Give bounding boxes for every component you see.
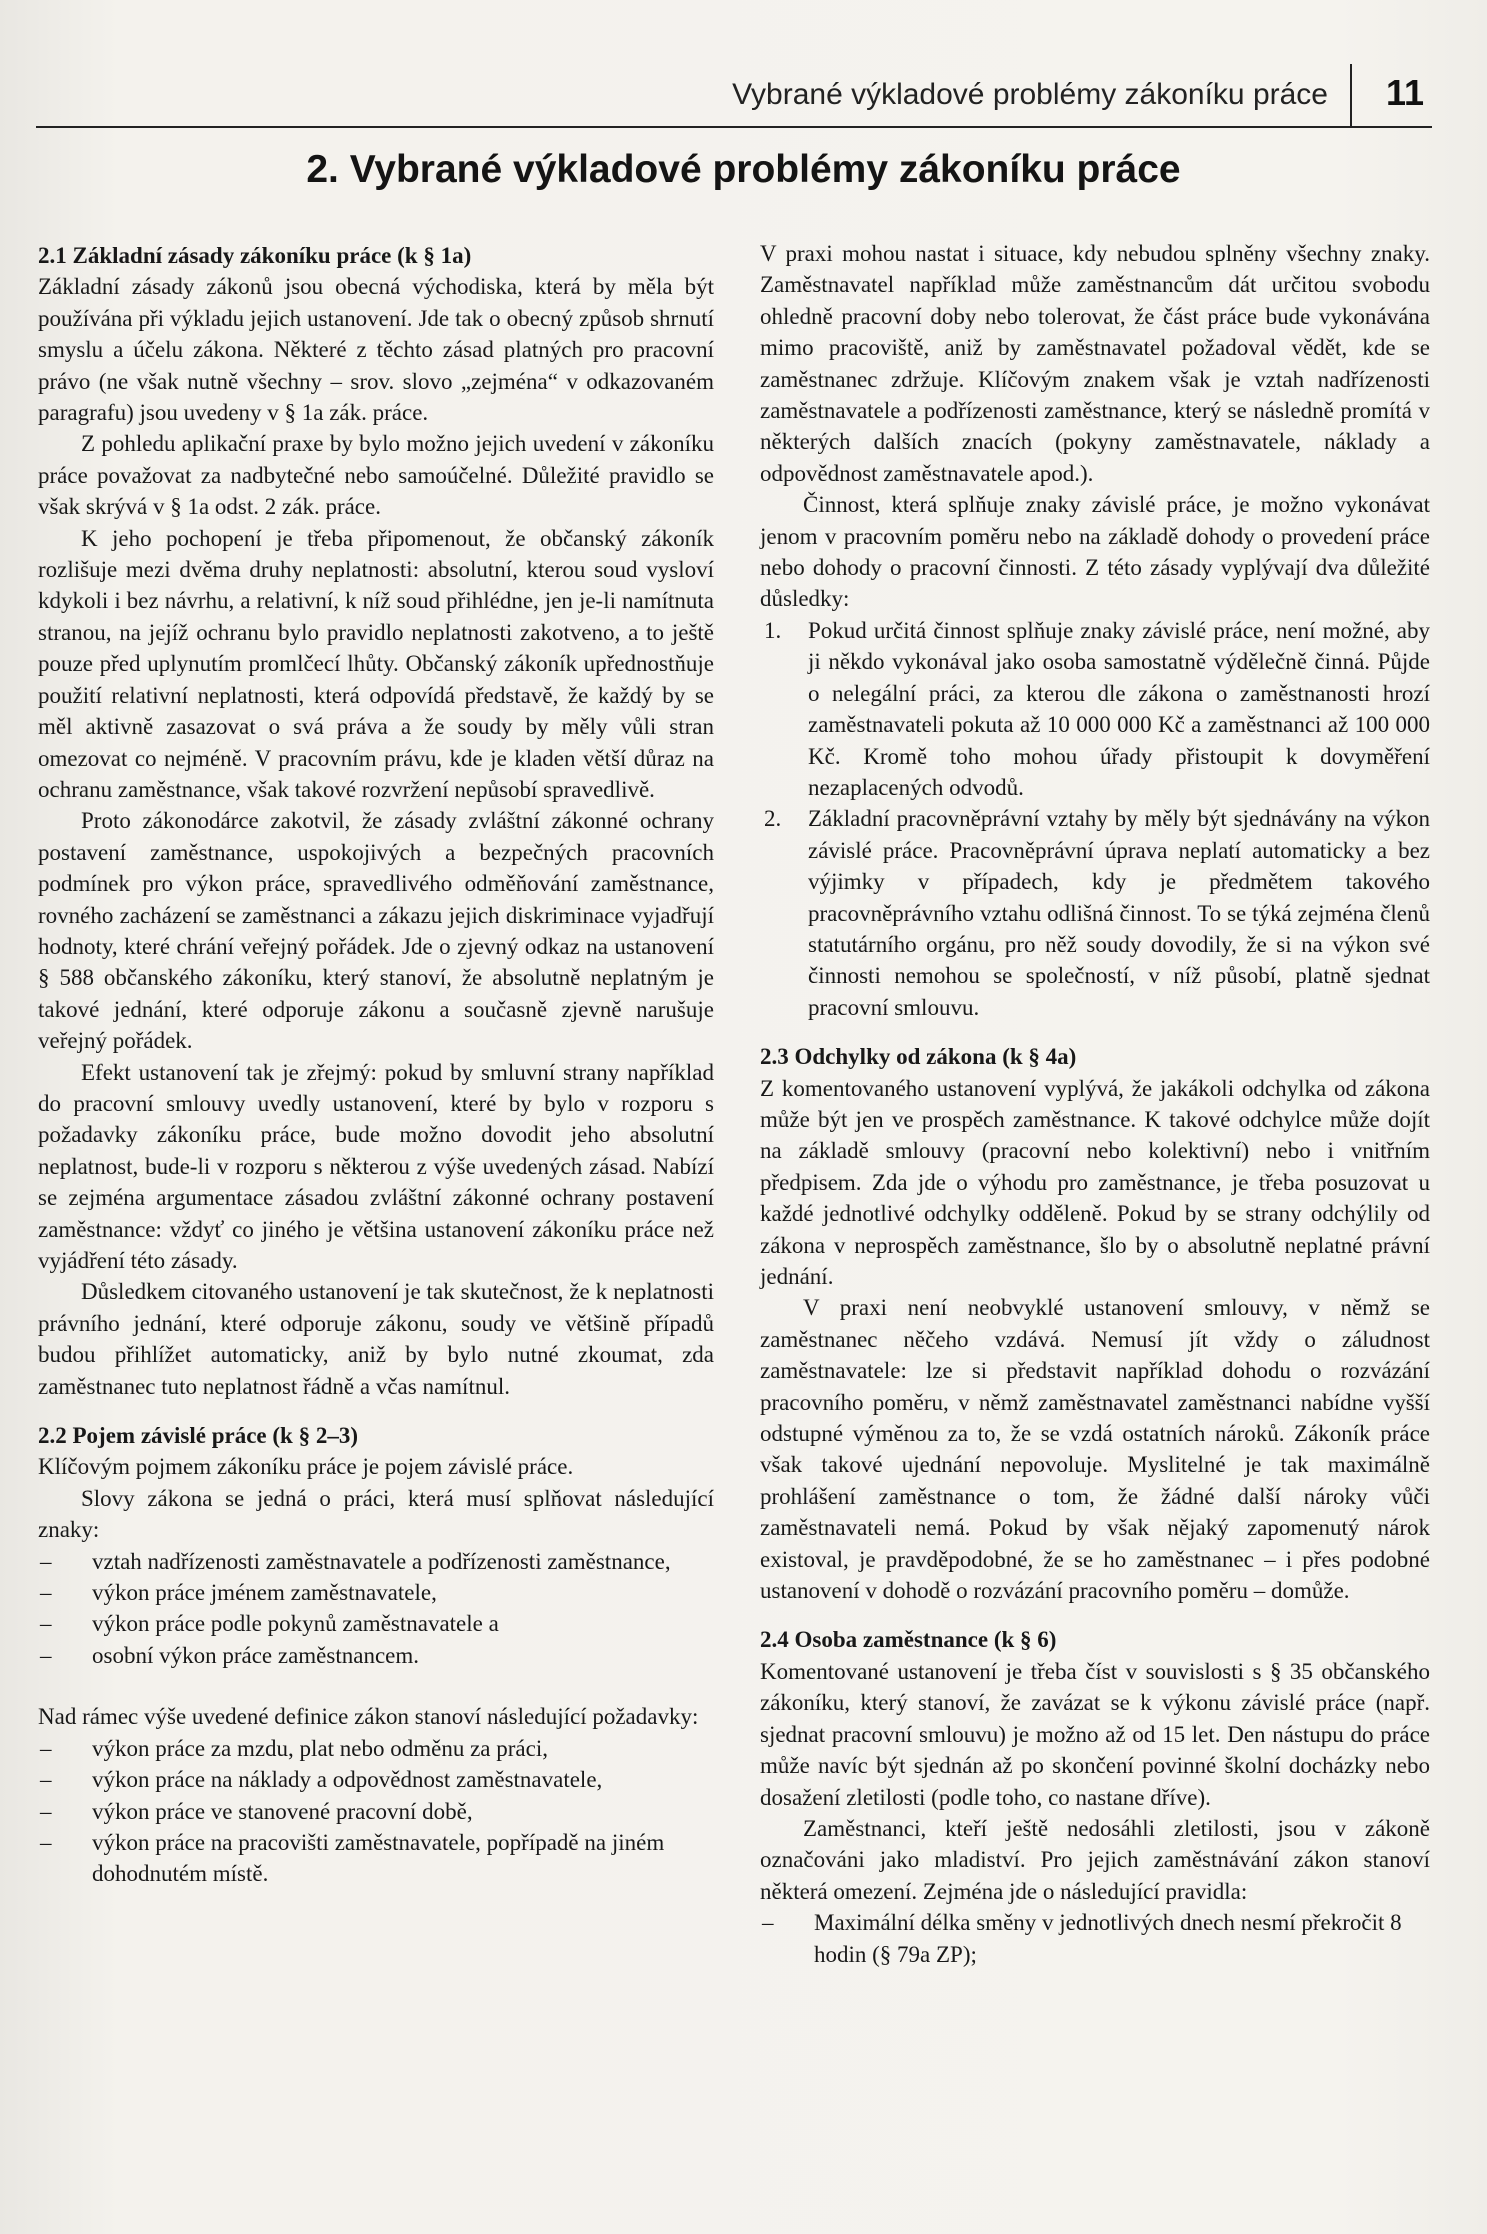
list-item: – výkon práce ve stanovené pracovní době, xyxy=(38,1796,714,1827)
list-number: 2. xyxy=(764,806,782,832)
consequences-list xyxy=(760,615,1430,1023)
paragraph: V praxi mohou nastat i situace, kdy nebudou splněny všechny znaky. Zaměstnavatel například může zaměstnancům dát určitou svobodu ohledně pracovní doby nebo tolerovat, že část práce bude vykonávána mimo pracoviště, aniž by zaměstnavatel požadoval vědět, kde se zaměstnanec zdržuje. Klíčovým znakem však je vztah nadřízenosti zaměstnavatele a podřízenosti zaměstnance, který se následně promítá v některých dalších znacích (pokyny zaměstnavatele, náklady a odpovědnost zaměstnavatele apod.). xyxy=(760,241,1430,486)
list-item-text: Základní pracovněprávní vztahy by měly být sjednávány na výkon závislé práce. Pracovněprávní úprava neplatí automaticky a bez výjimky v případech, kdy je předmětem takového pracovněprávního vztahu odlišná činnost. To se týká zejména členů statutárního orgánu, pro něž soudy dovodily, že si na výkon své činnosti nemohou se společností, v níž působí, platně sjednat pracovní smlouvu. xyxy=(808,806,1430,1020)
paragraph: Činnost, která splňuje znaky závislé práce, je možno vykonávat jenom v pracovním poměru nebo na základě dohody o provedení práce nebo dohody o pracovní činnosti. Z této zásady vyplývají dva důležité důsledky: xyxy=(760,492,1430,612)
list-item xyxy=(760,803,1430,1023)
list-item: – vztah nadřízenosti zaměstnavatele a podřízenosti zaměstnance, xyxy=(38,1546,714,1577)
right-column xyxy=(760,238,1430,1970)
list-item xyxy=(760,615,1430,803)
minor-rules-list xyxy=(760,1907,1430,1970)
list-item: – výkon práce na náklady a odpovědnost zaměstnavatele, xyxy=(38,1764,714,1795)
running-title: Vybrané výkladové problémy zákoníku práce xyxy=(732,78,1328,111)
section-heading-2-2: 2.2 Pojem závislé práce (k § 2–3) xyxy=(38,1423,359,1449)
running-header xyxy=(36,64,1432,128)
list-item: – výkon práce za mzdu, plat nebo odměnu za práci, xyxy=(38,1733,714,1764)
header-separator xyxy=(1350,64,1352,126)
section-heading-2-4: 2.4 Osoba zaměstnance (k § 6) xyxy=(760,1627,1057,1653)
paragraph: Klíčovým pojmem zákoníku práce je pojem závislé práce. xyxy=(38,1454,574,1480)
criteria-list xyxy=(38,1546,714,1672)
left-column xyxy=(38,240,714,1890)
list-item-text: Pokud určitá činnost splňuje znaky závislé práce, není možné, aby ji někdo vykonával jako osoba samostatně výdělečně činná. Půjde o nelegální práci, za kterou dle zákona o zaměstnanosti hrozí zaměstnavateli pokuta až 10 000 000 Kč a zaměstnanci až 100 000 Kč. Kromě toho mohou úřady přistoupit k dovyměření nezaplacených odvodů. xyxy=(808,617,1430,800)
paragraph: Komentované ustanovení je třeba číst v souvislosti s § 35 občanského zákoníku, který stanoví, že zavázat se k výkonu závislé práce (např. sjednat pracovní smlouvu) je možno až od 15 let. Den nástupu do práce může navíc být sjednán až po skončení povinné školní docházky nebo dosažení zletilosti (podle toho, co nastane dříve). xyxy=(760,1658,1430,1810)
chapter-title: 2. Vybrané výkladové problémy zákoníku práce xyxy=(306,148,1181,191)
paragraph: K jeho pochopení je třeba připomenout, že občanský zákoník rozlišuje mezi dvěma druhy neplatnosti: absolutní, kterou soud vysloví kdykoli i bez návrhu, a relativní, k níž soud přihlédne, jen je-li namítnuta stranou, na jejíž ochranu bylo pravidlo neplatnosti zakotveno, a to ještě pouze před uplynutím promlčecí lhůty. Občanský zákoník upřednostňuje použití relativní neplatnosti, která odpovídá představě, že každý by se měl aktivně zasazovat o svá práva a že soudy by měly vůli stran omezovat co nejméně. V pracovním právu, kde je kladen větší důraz na ochranu zaměstnance, však takové rozvržení nepůsobí spravedlivě. xyxy=(38,525,714,802)
paragraph: Zaměstnanci, kteří ještě nedosáhli zletilosti, jsou v zákoně označováni jako mladiství. Pro jejich zaměstnávání zákon stanoví některá omezení. Zejména jde o následující pravidla: xyxy=(760,1815,1430,1904)
paragraph: Důsledkem citovaného ustanovení je tak skutečnost, že k neplatnosti právního jednání, které odporuje zákonu, soudy ve většině případů budou přihlížet automaticky, aniž by bylo nutné zkoumat, zda zaměstnanec tuto neplatnost řádně a včas namítnul. xyxy=(38,1279,714,1399)
paragraph: Z komentovaného ustanovení vyplývá, že jakákoli odchylka od zákona může být jen ve prospěch zaměstnance. K takové odchylce může dojít na základě smlouvy (pracovní nebo kolektivní) nebo i vnitřním předpisem. Zda jde o výhodu pro zaměstnance, je třeba posuzovat u každé jednotlivé odchylky odděleně. Pokud by se strany odchýlily od zákona v neprospěch zaměstnance, šlo by o absolutně neplatné právní jednání. xyxy=(760,1075,1430,1289)
list-item: – Maximální délka směny v jednotlivých dnech nesmí překročit 8 hodin (§ 79a ZP); xyxy=(760,1907,1430,1970)
list-item: – výkon práce na pracovišti zaměstnavatele, popřípadě na jiném dohodnutém místě. xyxy=(38,1827,714,1890)
paragraph: Nad rámec výše uvedené definice zákon stanoví následující požadavky: xyxy=(38,1704,699,1730)
spacer xyxy=(38,1671,714,1701)
list-number: 1. xyxy=(764,617,782,643)
page-number: 11 xyxy=(1385,72,1424,113)
paragraph: V praxi není neobvyklé ustanovení smlouvy, v němž se zaměstnanec něčeho vzdává. Nemusí jít vždy o záludnost zaměstnavatele: lze si představit například dohodu o rozvázání pracovního poměru, v němž zaměstnavatel zaměstnanci nabídne vyšší odstupné výměnou za to, že se vzdá ostatních nároků. Zákoník práce však takové ujednání nepovoluje. Myslitelné je tak maximálně prohlášení zaměstnance o tom, že žádné další nároky vůči zaměstnavateli nemá. Pokud by však nějaký zapomenutý nárok existoval, je pravděpodobné, že se ho zaměstnanec – i přes podobné ustanovení v dohodě o rozvázání pracovního poměru – domůže. xyxy=(760,1295,1430,1604)
section-heading-2-1: 2.1 Základní zásady zákoníku práce (k § 1a) xyxy=(38,243,472,268)
paragraph: Slovy zákona se jedná o práci, která musí splňovat následující znaky: xyxy=(38,1485,714,1543)
requirements-list xyxy=(38,1733,714,1890)
paragraph: Základní zásady zákonů jsou obecná východiska, která by měla být používána při výkladu jejich ustanovení. Jde tak o obecný způsob shrnutí smyslu a účelu zákona. Některé z těchto zásad platných pro pracovní právo (ne však nutně všechny – srov. slovo „zejména“ v odkazovaném paragrafu) jsou uvedeny v § 1a zák. práce. xyxy=(38,274,714,426)
paragraph: Proto zákonodárce zakotvil, že zásady zvláštní zákonné ochrany postavení zaměstnance, uspokojivých a bezpečných pracovních podmínek pro výkon práce, spravedlivého odměňování zaměstnance, rovného zacházení se zaměstnanci a zákazu jejich diskriminace vyjadřují hodnoty, které chrání veřejný pořádek. Jde o zjevný odkaz na ustanovení § 588 občanského zákoníku, který stanoví, že absolutně neplatným je takové jednání, které odporuje zákonu a současně zjevně narušuje veřejný pořádek. xyxy=(38,808,714,1054)
paragraph: Efekt ustanovení tak je zřejmý: pokud by smluvní strany například do pracovní smlouvy uvedly ustanovení, které by bylo v rozporu s požadavky zákoníku práce, bude možno dovodit jeho absolutní neplatnost, bude-li v rozporu s některou z výše uvedených zásad. Nabízí se zejména argumentace zásadou zvláštní zákonné ochrany postavení zaměstnance: vždyť co jiného je většina ustanovení zákoníku práce než vyjádření této zásady. xyxy=(38,1059,714,1273)
paragraph: Z pohledu aplikační praxe by bylo možno jejich uvedení v zákoníku práce považovat za nadbytečné nebo samoúčelné. Důležité pravidlo se však skrývá v § 1a odst. 2 zák. práce. xyxy=(38,431,714,520)
list-item: – výkon práce podle pokynů zaměstnavatele a xyxy=(38,1608,714,1639)
list-item: – osobní výkon práce zaměstnancem. xyxy=(38,1640,714,1671)
list-item: – výkon práce jménem zaměstnavatele, xyxy=(38,1577,714,1608)
section-heading-2-3: 2.3 Odchylky od zákona (k § 4a) xyxy=(760,1044,1077,1070)
